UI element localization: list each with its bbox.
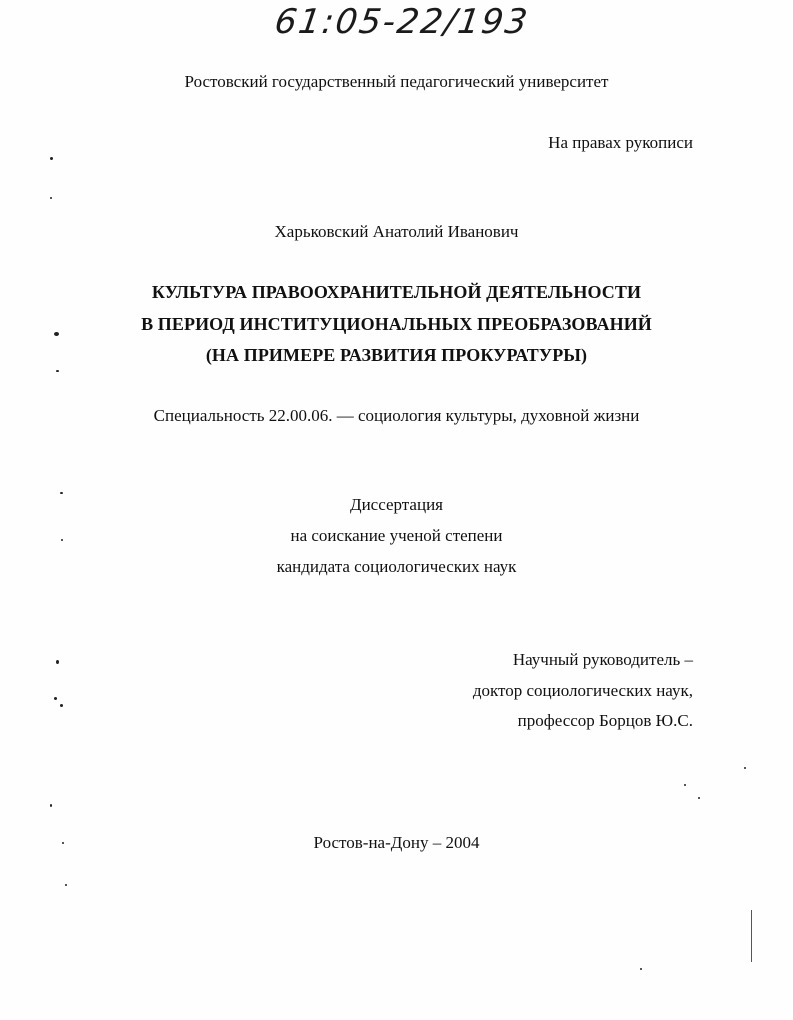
author-name: Харьковский Анатолий Иванович bbox=[274, 222, 519, 241]
scan-speck bbox=[54, 332, 59, 336]
scan-speck bbox=[640, 968, 642, 970]
university-name: Ростовский государственный педагогический университет bbox=[184, 72, 609, 91]
scan-speck bbox=[62, 842, 64, 844]
scan-speck bbox=[65, 884, 67, 886]
scan-speck bbox=[60, 704, 63, 707]
manuscript-rights-note: На правах рукописи bbox=[548, 133, 693, 152]
scan-speck bbox=[50, 157, 53, 160]
dissertation-line-1: Диссертация bbox=[349, 495, 443, 514]
scan-speck bbox=[744, 767, 746, 769]
scan-speck bbox=[684, 784, 686, 786]
supervisor-line-2: доктор социологических наук, bbox=[472, 681, 693, 700]
supervisor-line-1: Научный руководитель – bbox=[512, 650, 693, 669]
scan-speck bbox=[56, 660, 59, 664]
title-line-2: В ПЕРИОД ИНСТИТУЦИОНАЛЬНЫХ ПРЕОБРАЗОВАНИЙ bbox=[141, 314, 652, 334]
scan-speck bbox=[698, 797, 700, 799]
scan-speck bbox=[56, 370, 59, 372]
scan-speck bbox=[54, 697, 57, 700]
scan-speck bbox=[60, 492, 63, 494]
title-line-3: (НА ПРИМЕРЕ РАЗВИТИЯ ПРОКУРАТУРЫ) bbox=[205, 345, 588, 365]
scan-speck bbox=[50, 197, 52, 199]
dissertation-line-3: кандидата социологических наук bbox=[276, 557, 517, 576]
city-year: Ростов-на-Дону – 2004 bbox=[313, 833, 480, 852]
specialty: Специальность 22.00.06. — социология культуры, духовной жизни bbox=[153, 406, 640, 425]
scan-edge-line bbox=[751, 910, 752, 962]
scan-speck bbox=[50, 804, 52, 807]
dissertation-line-2: на соискание ученой степени bbox=[290, 526, 503, 545]
scan-speck bbox=[61, 539, 63, 541]
title-line-1: КУЛЬТУРА ПРАВООХРАНИТЕЛЬНОЙ ДЕЯТЕЛЬНОСТИ bbox=[151, 282, 642, 302]
archive-number-handwritten: 61:05-22/193 bbox=[272, 2, 532, 42]
supervisor-line-3: профессор Борцов Ю.С. bbox=[517, 711, 693, 730]
